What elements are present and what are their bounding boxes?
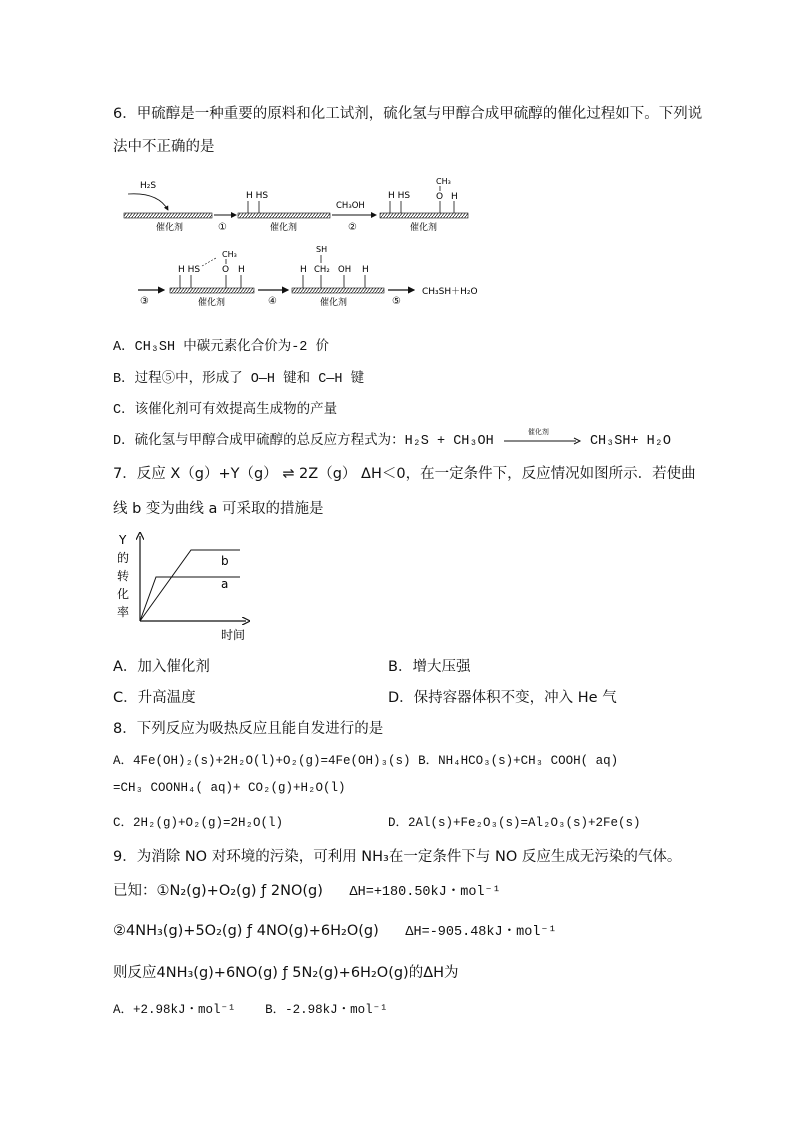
q9-eq2: ②4NH₃(g)+5O₂(g) ƒ 4NO(g)+6H₂O(g) — [113, 923, 379, 939]
q6-stem-line1: 6．甲硫醇是一种重要的原料和化工试剂，硫化氢与甲醇合成甲硫醇的催化过程如下。下列说 — [113, 106, 703, 122]
conversion-time-graph — [113, 530, 263, 645]
y-axis-label-1: Y — [119, 533, 127, 547]
y-axis-label-3: 转 — [117, 569, 130, 583]
q8-option-c: C．2H₂(g)+O₂(g)=2H₂O(l) — [113, 816, 284, 830]
q9-dh2: ΔH=-905.48kJ・mol⁻¹ — [405, 925, 557, 940]
q6-option-d-suffix: CH₃SH+ H₂O — [589, 434, 671, 449]
oh-label: OH — [338, 265, 352, 275]
q6-stem-line2: 法中不正确的是 — [113, 139, 215, 155]
o-label-2: O — [222, 265, 230, 275]
q6-option-d-prefix: D．硫化氢与甲醇合成甲硫醇的总反应方程式为：H₂S + CH₃OH — [113, 434, 494, 449]
q9-known-prefix: 已知： — [113, 883, 157, 899]
q9-dh1: ΔH=+180.50kJ・mol⁻¹ — [349, 885, 501, 900]
catalyst-label-1: 催化剂 — [156, 223, 184, 233]
catalyst-label-5: 催化剂 — [320, 298, 348, 308]
catalyst-label-4: 催化剂 — [198, 298, 226, 308]
step-3-label: ③ — [140, 296, 149, 307]
q9-eq1: ①N₂(g)+O₂(g) ƒ 2NO(g) — [156, 883, 323, 899]
q7-option-c: C．升高温度 — [113, 690, 196, 706]
o-label-1: O — [436, 192, 444, 202]
q9-ask-suffix: 的ΔH为 — [408, 965, 459, 981]
ch3-label-1: CH₃ — [436, 177, 451, 186]
hhs-label-3: H HS — [178, 265, 201, 275]
q8-option-a-text: A．4Fe(OH)₂(s)+2H₂O(l)+O₂(g)=4Fe(OH)₃(s) — [113, 754, 411, 768]
h-label-3: H — [300, 265, 307, 275]
curve-a-label: a — [221, 577, 229, 591]
q9-ask-eq: 4NH₃(g)+6NO(g) ƒ 5N₂(g)+6H₂O(g) — [156, 965, 409, 981]
q9-option-a: A．+2.98kJ・mol⁻¹ — [113, 1003, 236, 1017]
catalyst-arrow-label: 催化剂 — [527, 429, 549, 438]
step-5-label: ⑤ — [392, 296, 401, 307]
q9-ask — [113, 961, 459, 982]
q7-stem-line1: 7．反应 X（g）+Y（g） ⇌ 2Z（g） ΔH＜0，在一定条件下，反应情况如图所示．若使曲 — [113, 466, 696, 482]
q8-stem: 8．下列反应为吸热反应且能自发进行的是 — [113, 721, 384, 737]
q7-option-b: B．增大压强 — [388, 659, 471, 675]
h-label-1: H — [451, 192, 458, 202]
q9-ask-prefix: 则反应 — [113, 965, 157, 981]
ch3oh-label: CH₃OH — [336, 201, 365, 211]
catalyst-label-3: 催化剂 — [410, 223, 438, 233]
step-2-label: ② — [348, 222, 357, 233]
q9-options — [113, 999, 388, 1017]
q7-option-a: A．加入催化剂 — [113, 659, 210, 675]
curve-b-label: b — [221, 554, 229, 568]
x-axis-label: 时间 — [221, 628, 246, 642]
hhs-label-1: H HS — [246, 191, 269, 201]
hhs-label-2: H HS — [388, 191, 411, 201]
y-axis-label-2: 的 — [117, 551, 130, 565]
h2s-label: H₂S — [140, 181, 157, 191]
q7-option-d: D．保持容器体积不变，冲入 He 气 — [388, 690, 617, 706]
h-label-4: H — [362, 265, 369, 275]
q6-option-c: C．该催化剂可有效提高生成物的产量 — [113, 403, 338, 418]
q9-known-eq1 — [113, 879, 501, 900]
ch3-label-2: CH₃ — [222, 250, 237, 259]
ch2-label: CH₂ — [314, 265, 330, 275]
y-axis-label-5: 率 — [117, 605, 130, 619]
q6-option-b: B．过程⑤中，形成了 O—H 键和 C—H 键 — [113, 372, 365, 387]
sh-label: SH — [316, 245, 328, 254]
q8-option-d: D．2Al(s)+Fe₂O₃(s)=Al₂O₃(s)+2Fe(s) — [388, 816, 641, 830]
catalysis-process-diagram — [118, 168, 498, 308]
step-4-label: ④ — [268, 296, 277, 307]
step-1-label: ① — [218, 222, 227, 233]
q9-option-b: B．-2.98kJ・mol⁻¹ — [265, 1003, 388, 1017]
catalyst-arrow — [502, 429, 582, 447]
q9-known-eq2 — [113, 919, 557, 940]
q7-stem-line2: 线 b 变为曲线 a 可采取的措施是 — [113, 501, 324, 517]
y-axis-label-4: 化 — [117, 587, 130, 601]
q8-option-b-line2: =CH₃ COONH₄( aq)+ CO₂(g)+H₂O(l) — [113, 781, 346, 795]
h-label-2: H — [238, 265, 245, 275]
product-label: CH₃SH＋H₂O — [422, 287, 478, 297]
q6-option-d — [113, 428, 671, 449]
q8-option-a — [113, 750, 618, 768]
q8-option-b-line1: B．NH₄HCO₃(s)+CH₃ COOH( aq) — [418, 754, 619, 768]
q9-stem: 9．为消除 NO 对环境的污染，可利用 NH₃在一定条件下与 NO 反应生成无污染的气体。 — [113, 849, 682, 865]
q6-option-a: A．CH₃SH 中碳元素化合价为-2 价 — [113, 340, 330, 355]
catalyst-label-2: 催化剂 — [270, 223, 298, 233]
